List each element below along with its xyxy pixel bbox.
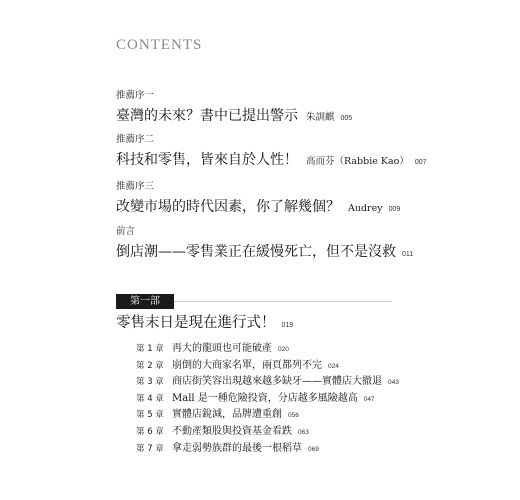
chapter-page: 020 — [278, 346, 289, 353]
chapter-number: 第 7 章 — [136, 443, 164, 454]
section-label: 推薦序二 — [116, 134, 155, 145]
part-divider — [174, 301, 392, 302]
section-title: 倒店潮——零售業正在緩慢死亡，但不是沒救 — [116, 244, 396, 260]
section-page: 009 — [388, 206, 401, 213]
chapter-number: 第 3 章 — [136, 377, 164, 388]
chapter-item — [136, 404, 399, 421]
section-page: 007 — [414, 159, 427, 166]
foreword-2 — [116, 134, 427, 172]
section-title-row — [116, 150, 427, 172]
preface — [116, 226, 413, 264]
chapter-item — [136, 371, 399, 388]
section-label: 推薦序一 — [116, 90, 155, 101]
section-title-row — [116, 106, 352, 128]
section-title: 科技和零售，皆來自於人性！ — [116, 152, 298, 168]
chapter-title: 再大的龍頭也可能破產 — [172, 343, 272, 354]
part-title: 零售末日是現在進行式！ — [116, 315, 276, 331]
chapter-number: 第 5 章 — [136, 410, 164, 421]
section-author: Audrey — [348, 203, 383, 214]
chapter-number: 第 2 章 — [136, 360, 164, 371]
chapter-title: Mall 是一種危險投資，分店越多風險越高 — [172, 392, 358, 404]
section-page: 011 — [402, 251, 414, 258]
part-label: 第一部 — [116, 294, 174, 309]
chapter-item — [136, 421, 399, 438]
chapter-title: 實體店銳減，品牌遭重創 — [172, 409, 282, 421]
chapter-number: 第 1 章 — [136, 344, 164, 354]
chapter-number: 第 6 章 — [136, 426, 164, 437]
section-author: 朱訓麒 — [306, 112, 335, 123]
section-title: 臺灣的未來？書中已提出警示 — [116, 108, 298, 124]
chapter-title: 不動產類股與投資基金看跌 — [172, 425, 292, 437]
foreword-1 — [116, 90, 352, 128]
part-page: 019 — [281, 322, 294, 329]
chapter-page: 056 — [288, 412, 299, 420]
chapter-item — [136, 338, 399, 355]
chapter-page: 063 — [298, 428, 309, 436]
section-label: 前言 — [116, 226, 136, 237]
chapter-title: 拿走弱勢族群的最後一根稻草 — [172, 442, 302, 454]
section-page: 005 — [340, 115, 353, 122]
section-title-row — [116, 242, 413, 264]
chapter-page: 043 — [388, 379, 399, 387]
chapter-number: 第 4 章 — [136, 393, 164, 404]
part-title-row — [116, 313, 293, 335]
chapter-title: 崩倒的大商家名單，兩頁都列不完 — [172, 359, 322, 371]
chapter-page: 024 — [328, 362, 339, 370]
section-label: 推薦序三 — [116, 181, 155, 192]
chapter-item — [136, 355, 399, 372]
section-title-row — [116, 197, 400, 219]
section-title: 改變市場的時代因素，你了解幾個？ — [116, 199, 340, 215]
contents-heading: CONTENTS — [116, 37, 203, 53]
chapter-page: 069 — [308, 445, 319, 453]
foreword-3 — [116, 181, 400, 219]
chapter-page: 047 — [363, 395, 375, 403]
section-author: 高而芬（Rabbie Kao） — [306, 156, 409, 167]
chapter-item — [136, 388, 399, 405]
chapter-title: 商店街笑容出現越來越多缺牙——實體店大撤退 — [172, 376, 382, 388]
chapter-list — [136, 338, 399, 454]
chapter-item — [136, 438, 399, 455]
